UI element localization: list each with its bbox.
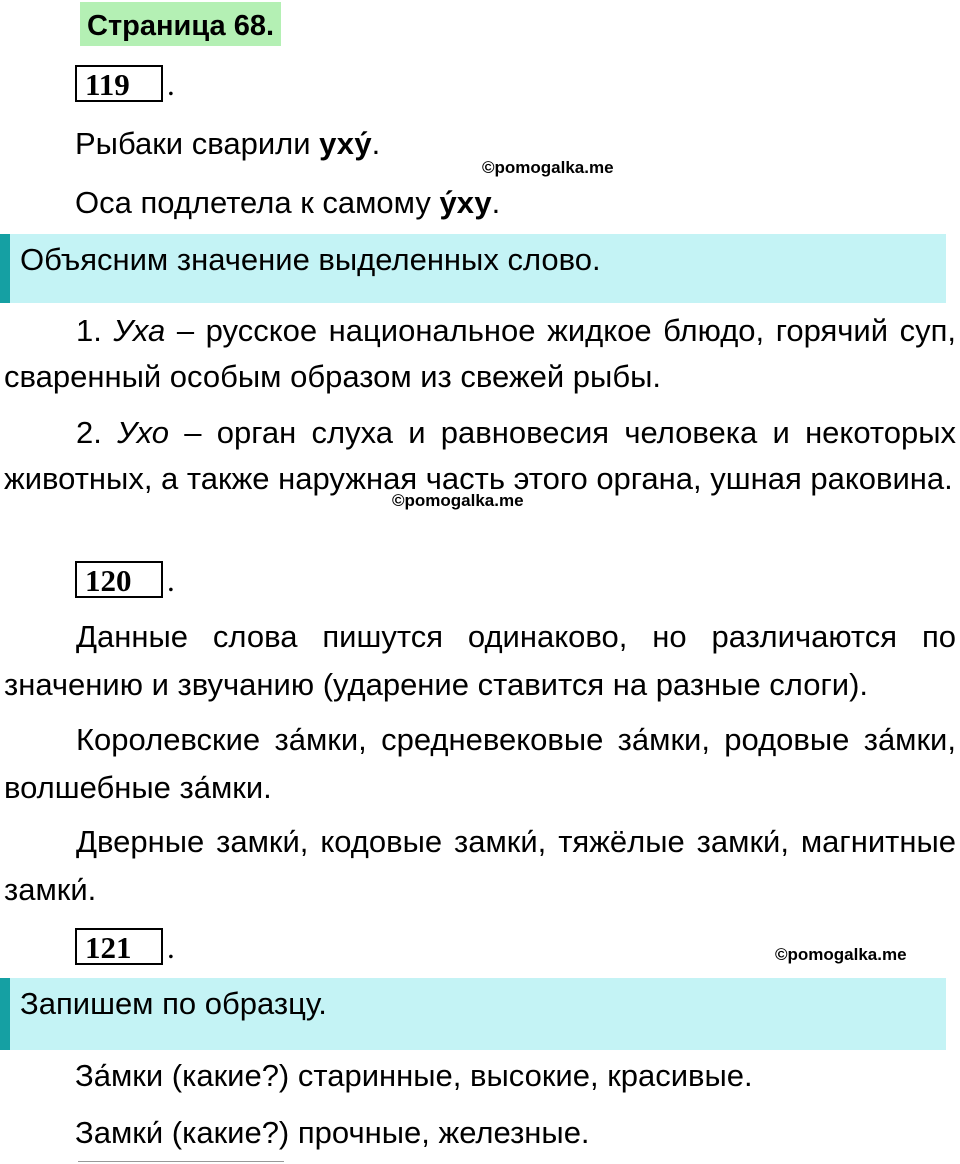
answer-line-1: За́мки (какие?) старинные, высокие, красивые.: [75, 1058, 753, 1093]
definition-text: – орган слуха и равновесия человека и некоторых животных, а также наружная часть этого органа, ушная раковина.: [4, 415, 957, 496]
definition-2: [4, 410, 956, 502]
sentence-punct: .: [371, 126, 381, 161]
page-title: Страница 68.: [80, 2, 281, 46]
sentence-1: [75, 124, 380, 164]
task-number-119: [75, 65, 175, 102]
watermark: ©pomogalka.me: [775, 945, 907, 964]
task-number-121: [75, 928, 175, 965]
sentence-punct: .: [491, 185, 501, 220]
definition-text: – русское национальное жидкое блюдо, горячий суп, сваренный особым образом из свежей рыбы.: [4, 313, 956, 394]
definition-1: [4, 308, 956, 400]
definition-number: 1.: [76, 313, 114, 348]
definition-number: 2.: [76, 415, 118, 450]
task-number-dot: .: [167, 563, 175, 598]
definition-term: Уха: [113, 313, 166, 348]
task-number-dot: .: [167, 930, 175, 965]
sentence-text: Рыбаки сварили: [75, 126, 320, 161]
sentence-2: [75, 183, 500, 223]
task-number-dot: .: [167, 67, 175, 102]
paragraph-explanation: Данные слова пишутся одинаково, но различаются по значению и звучанию (ударение ставится на разные слоги).: [4, 619, 956, 702]
paragraph-locks: Дверные замки́, кодовые замки́, тяжёлые замки́, магнитные замки́.: [4, 824, 956, 907]
highlighted-word: у́ху: [439, 185, 492, 220]
task-number-120: [75, 561, 175, 598]
bottom-divider: [78, 1161, 284, 1162]
definition-term: Ухо: [117, 415, 169, 450]
highlighted-word: уху́: [319, 126, 372, 161]
callout-explain: [0, 234, 946, 303]
task-number-value: 119: [85, 67, 130, 102]
task-number-value: 120: [85, 563, 132, 598]
watermark: ©pomogalka.me: [392, 491, 524, 510]
callout-text: Объясним значение выделенных слово.: [20, 242, 601, 277]
paragraph-castles: Королевские за́мки, средневековые за́мки, родовые за́мки, волшебные за́мки.: [4, 722, 956, 805]
task-number-value: 121: [85, 930, 132, 965]
callout-text: Запишем по образцу.: [20, 986, 327, 1021]
sentence-text: Оса подлетела к самому: [75, 185, 440, 220]
answer-line-2: Замки́ (какие?) прочные, железные.: [75, 1115, 590, 1150]
watermark: ©pomogalka.me: [482, 158, 614, 177]
callout-sample: [0, 978, 946, 1050]
